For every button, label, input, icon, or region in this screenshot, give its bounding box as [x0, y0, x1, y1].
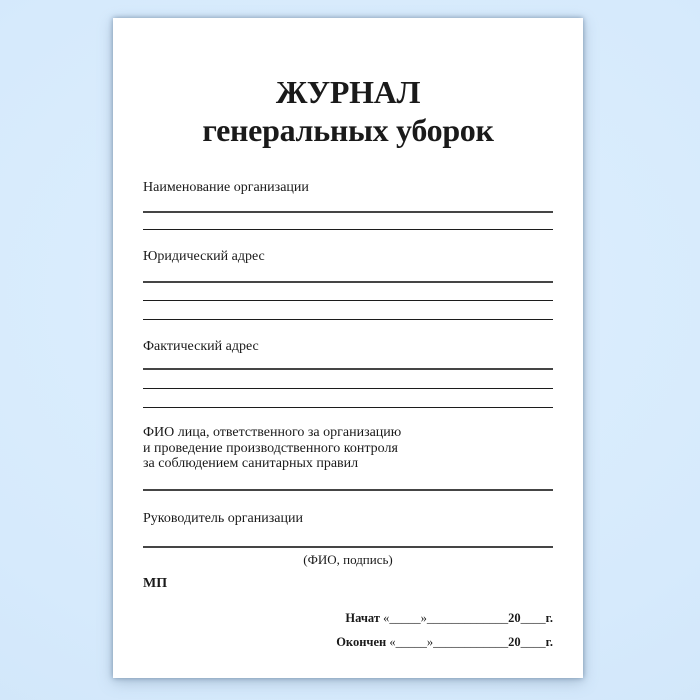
date-finished-label: Окончен — [336, 635, 387, 649]
actual-address-label: Фактический адрес — [143, 339, 259, 354]
date-started-year: 20 — [508, 611, 521, 625]
responsible-person-label — [143, 425, 553, 472]
signature-line — [143, 546, 553, 548]
org-name-label: Наименование организации — [143, 180, 309, 195]
date-finished-row — [143, 634, 553, 650]
ruled-line — [143, 300, 553, 301]
date-started-blank: «_____»_____________ — [379, 611, 509, 625]
date-started-row — [143, 610, 553, 626]
ruled-line — [143, 229, 553, 230]
date-started-suffix: г. — [545, 611, 553, 625]
ruled-line — [143, 281, 553, 283]
date-finished-year: 20 — [508, 635, 521, 649]
responsible-line-1: ФИО лица, ответственного за организацию — [143, 425, 402, 440]
date-finished-blank: «_____»____________ — [386, 635, 509, 649]
head-label: Руководитель организации — [143, 511, 303, 526]
ruled-line — [143, 407, 553, 408]
ruled-line — [143, 319, 553, 320]
date-started-year-blank: ____ — [520, 611, 546, 625]
legal-address-label: Юридический адрес — [143, 249, 265, 264]
document-page — [113, 18, 583, 678]
responsible-line-2: и проведение производственного контроля — [143, 440, 398, 456]
responsible-line-3: за соблюдением санитарных правил — [143, 456, 359, 471]
date-started-label: Начат — [345, 611, 380, 625]
ruled-line — [143, 211, 553, 213]
ruled-line — [143, 489, 553, 491]
stamp-label: МП — [143, 576, 168, 591]
ruled-line — [143, 368, 553, 370]
date-finished-suffix: г. — [545, 635, 553, 649]
title-line-1: ЖУРНАЛ — [275, 74, 421, 110]
date-finished-year-blank: ____ — [520, 635, 546, 649]
document-title — [143, 73, 553, 149]
signature-hint: (ФИО, подпись) — [303, 552, 393, 567]
title-line-2: генеральных уборок — [202, 112, 494, 148]
ruled-line — [143, 388, 553, 389]
